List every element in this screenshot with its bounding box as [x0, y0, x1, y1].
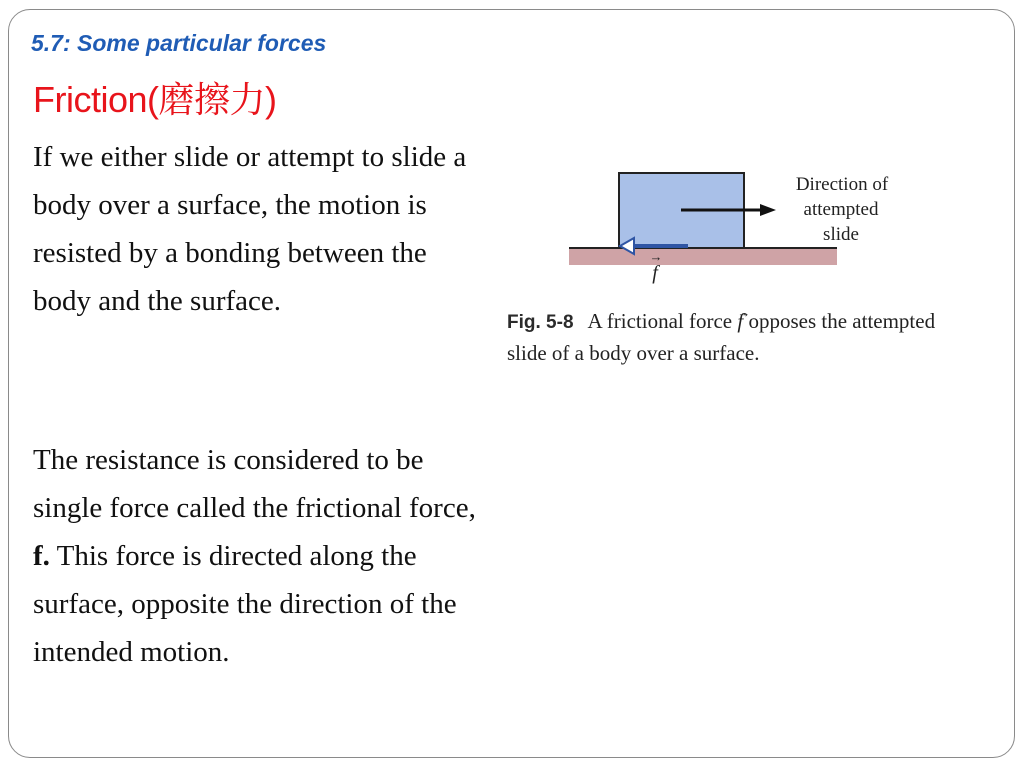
section-title: 5.7: Some particular forces	[31, 30, 327, 56]
figure-caption-label: Fig. 5-8	[507, 312, 574, 333]
paragraph-2-after: This force is directed along the surface, opposite the direction of the intended motion.	[33, 540, 457, 668]
figure-caption	[507, 306, 977, 369]
caption-text-after: opposes the attempted slide of a body over a surface.	[507, 309, 936, 365]
direction-label-line-3: slide	[823, 224, 859, 245]
caption-text-before: A frictional force	[587, 309, 738, 333]
direction-label-line-1: Direction of	[795, 174, 889, 195]
surface-strip	[569, 248, 837, 265]
paragraph-2-bold: f.	[33, 540, 50, 572]
direction-arrow-head	[760, 204, 776, 216]
direction-label-line-2: attempted	[803, 199, 879, 220]
paragraph-2	[33, 436, 483, 676]
caption-vector-f: → f	[737, 309, 743, 333]
paragraph-2-before: The resistance is considered to be single force called the frictional force,	[33, 444, 476, 524]
vector-f-label: f	[652, 262, 658, 284]
slide-heading: Friction(磨擦力)	[33, 79, 277, 120]
paragraph-1: If we either slide or attempt to slide a body over a surface, the motion is resisted by a bonding between the body and the surface.	[33, 141, 467, 317]
vector-f-arrow: →	[649, 249, 663, 264]
